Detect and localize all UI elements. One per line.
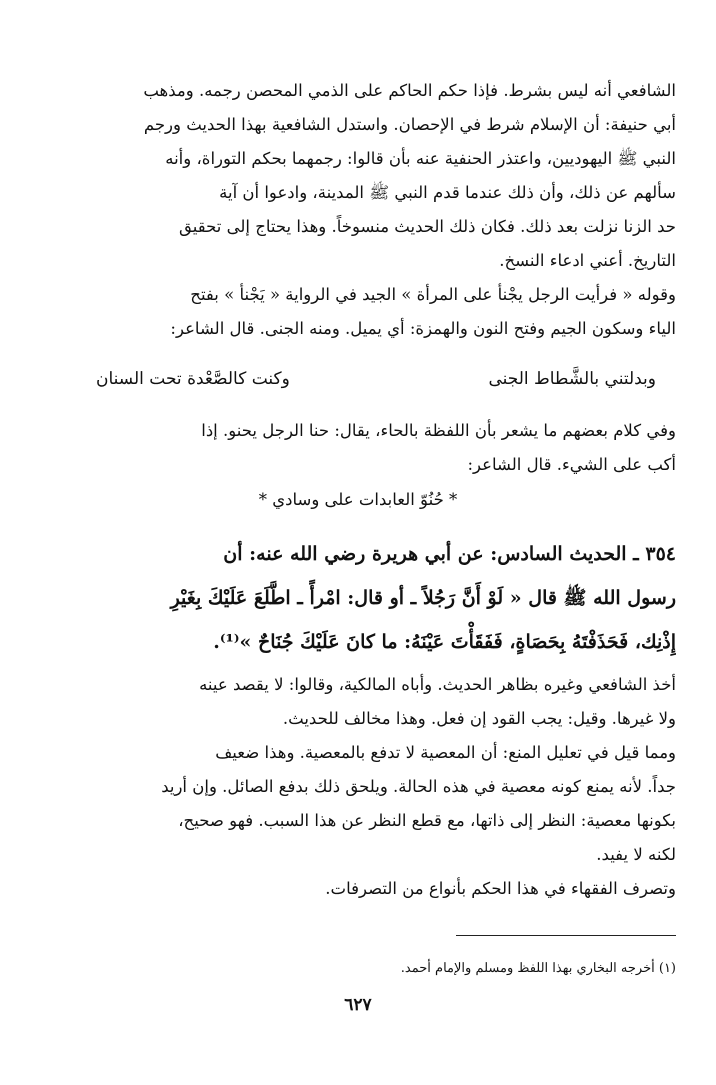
text-line: بكونها معصية: النظر إلى ذاتها، مع قطع النظر عن هذا السبب. فهو صحيح، xyxy=(178,811,676,830)
text-line: جداً. لأنه يمنع كونه معصية في هذه الحالة. ويلحق ذلك بدفع الصائل. وإن أريد xyxy=(161,777,676,796)
paragraph-2 xyxy=(76,278,676,346)
paragraph-6 xyxy=(76,872,676,906)
text-line: حد الزنا نزلت بعد ذلك. فكان ذلك الحديث منسوخاً. وهذا يحتاج إلى تحقيق xyxy=(179,217,676,236)
hadith-line: إِذْنِك، فَحَذَفْتَهُ بِحَصَاةٍ، فَفَقَأْتَ عَيْنَهُ: ما كانَ عَلَيْكَ جُنَاحٌ »⁽¹⁾. xyxy=(213,631,676,653)
footnote-divider xyxy=(456,935,676,936)
text-line: التاريخ. أعني ادعاء النسخ. xyxy=(499,251,676,270)
text-line: وقوله « فرأيت الرجل يجْنأ على المرأة » الجيد في الرواية « يَجْنأ » بفتح xyxy=(190,285,676,304)
hadith-line: ٣٥٤ ـ الحديث السادس: عن أبي هريرة رضي الله عنه: أن xyxy=(223,543,676,565)
footnote: (١) أخرجه البخاري بهذا اللفظ ومسلم والإمام أحمد. xyxy=(400,961,676,976)
poetry-verse-2: * حُنُوّ العابدات على وسادي * xyxy=(258,490,458,509)
hadith-line: رسول الله ﷺ قال « لَوْ أَنَّ رَجُلاً ـ أو قال: امْرأً ـ اطَّلَعَ عَلَيْكَ بِغَيْرِ xyxy=(170,587,676,609)
text-line: النبي ﷺ اليهوديين، واعتذر الحنفية عنه بأن قالوا: رجمهما بحكم التوراة، وأنه xyxy=(165,149,676,168)
paragraph-1 xyxy=(76,74,676,278)
text-line: ولا غيرها. وقيل: يجب القود إن فعل. وهذا مخالف للحديث. xyxy=(282,709,676,728)
verse-hemistich-1: وبدلتني بالشَّطاط الجنى xyxy=(488,369,656,389)
text-line: أكب على الشيء. قال الشاعر: xyxy=(467,455,676,474)
text-line: وفي كلام بعضهم ما يشعر بأن اللفظة بالحاء، يقال: حنا الرجل يحنو. إذا xyxy=(201,421,676,440)
paragraph-3 xyxy=(76,414,676,482)
text-line: لكنه لا يفيد. xyxy=(596,845,676,864)
text-line: وتصرف الفقهاء في هذا الحكم بأنواع من التصرفات. xyxy=(325,879,676,898)
hadith-block xyxy=(76,532,676,664)
poetry-verse xyxy=(96,362,656,396)
paragraph-4 xyxy=(76,668,676,736)
text-line: ومما قيل في تعليل المنع: أن المعصية لا تدفع بالمعصية. وهذا ضعيف xyxy=(215,743,676,762)
paragraph-5 xyxy=(76,736,676,872)
text-line: الشافعي أنه ليس بشرط. فإذا حكم الحاكم على الذمي المحصن رجمه. ومذهب xyxy=(143,81,676,100)
page-number: ٦٢٧ xyxy=(344,995,372,1015)
verse-hemistich-2: وكنت كالصَّعْدة تحت السنان xyxy=(96,369,290,389)
text-line: سألهم عن ذلك، وأن ذلك عندما قدم النبي ﷺ المدينة، وادعوا أن آية xyxy=(219,183,676,202)
text-line: أخذ الشافعي وغيره بظاهر الحديث. وأباه المالكية، وقالوا: لا يقصد عينه xyxy=(199,675,676,694)
text-line: أبي حنيفة: أن الإسلام شرط في الإحصان. واستدل الشافعية بهذا الحديث ورجم xyxy=(143,115,676,134)
text-line: الياء وسكون الجيم وفتح النون والهمزة: أي يميل. ومنه الجنى. قال الشاعر: xyxy=(170,319,676,338)
